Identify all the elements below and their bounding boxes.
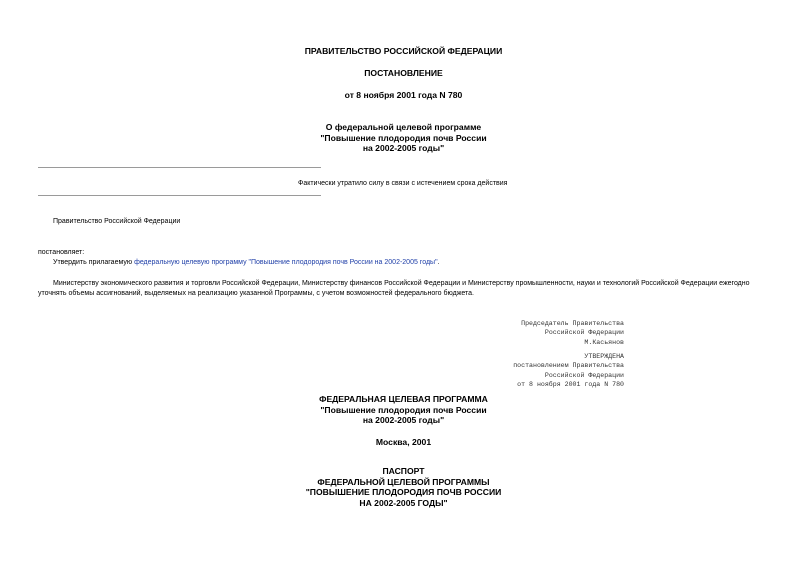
divider-bottom bbox=[38, 195, 321, 196]
government-heading: ПРАВИТЕЛЬСТВО РОССИЙСКОЙ ФЕДЕРАЦИИ bbox=[304, 46, 503, 56]
paragraph-ministries-line1: Министерству экономического развития и торговли Российской Федерации, Министерству финансов Российской Федерации и Министерству промышленности, науки и технологий Российской Федерации ежегодно bbox=[53, 280, 750, 287]
resolves-text: постановляет: bbox=[38, 249, 85, 256]
document-title-line: О федеральной целевой программе bbox=[325, 122, 482, 132]
paragraph-approve bbox=[53, 258, 440, 267]
passport-title-line: НА 2002-2005 ГОДЫ" bbox=[359, 497, 448, 508]
document-title bbox=[0, 122, 807, 154]
document-date-number: от 8 ноября 2001 года N 780 bbox=[344, 90, 463, 100]
program-title-line: "Повышение плодородия почв России bbox=[320, 404, 487, 415]
document-title-line: на 2002-2005 годы" bbox=[362, 143, 445, 153]
place-year: Москва, 2001 bbox=[375, 437, 432, 447]
approval-line: Российской Федерации bbox=[544, 371, 624, 379]
approval-line: от 8 ноября 2001 года N 780 bbox=[517, 381, 624, 389]
document-title-line: "Повышение плодородия почв России bbox=[320, 132, 487, 143]
signature-line: М.Касьянов bbox=[584, 338, 624, 346]
paragraph-approve-text: Утвердить прилагаемую bbox=[53, 259, 135, 266]
approval-block bbox=[513, 352, 624, 390]
passport-title bbox=[0, 466, 807, 508]
program-title-line: на 2002-2005 годы" bbox=[362, 415, 445, 425]
paragraph-ministries-line2: уточнять объемы ассигнований, выделяемых на реализацию указанной Программы, с учетом возможностей федерального бюджета. bbox=[38, 290, 475, 297]
signature-line: Российской Федерации bbox=[544, 329, 624, 337]
passport-title-line: ФЕДЕРАЛЬНОЙ ЦЕЛЕВОЙ ПРОГРАММЫ bbox=[317, 476, 490, 487]
status-note: Фактически утратило силу в связи с истечением срока действия bbox=[298, 180, 508, 187]
signature-block bbox=[521, 319, 624, 347]
program-title-line: ФЕДЕРАЛЬНАЯ ЦЕЛЕВАЯ ПРОГРАММА bbox=[319, 394, 488, 404]
divider-top bbox=[38, 167, 321, 168]
program-title bbox=[0, 394, 807, 426]
passport-title-line: "ПОВЫШЕНИЕ ПЛОДОРОДИЯ ПОЧВ РОССИИ bbox=[305, 487, 502, 497]
program-link[interactable]: федеральную целевую программу "Повышение плодородия почв России на 2002-2005 годы" bbox=[134, 259, 438, 266]
authority-text: Правительство Российской Федерации bbox=[53, 218, 181, 225]
approval-line: постановлением Правительства bbox=[513, 362, 624, 370]
document-type: ПОСТАНОВЛЕНИЕ bbox=[364, 68, 443, 78]
paragraph-approve-end: . bbox=[437, 259, 440, 266]
signature-line: Председатель Правительства bbox=[521, 320, 624, 327]
passport-title-line: ПАСПОРТ bbox=[382, 466, 425, 476]
approval-line: УТВЕРЖДЕНА bbox=[584, 353, 624, 360]
